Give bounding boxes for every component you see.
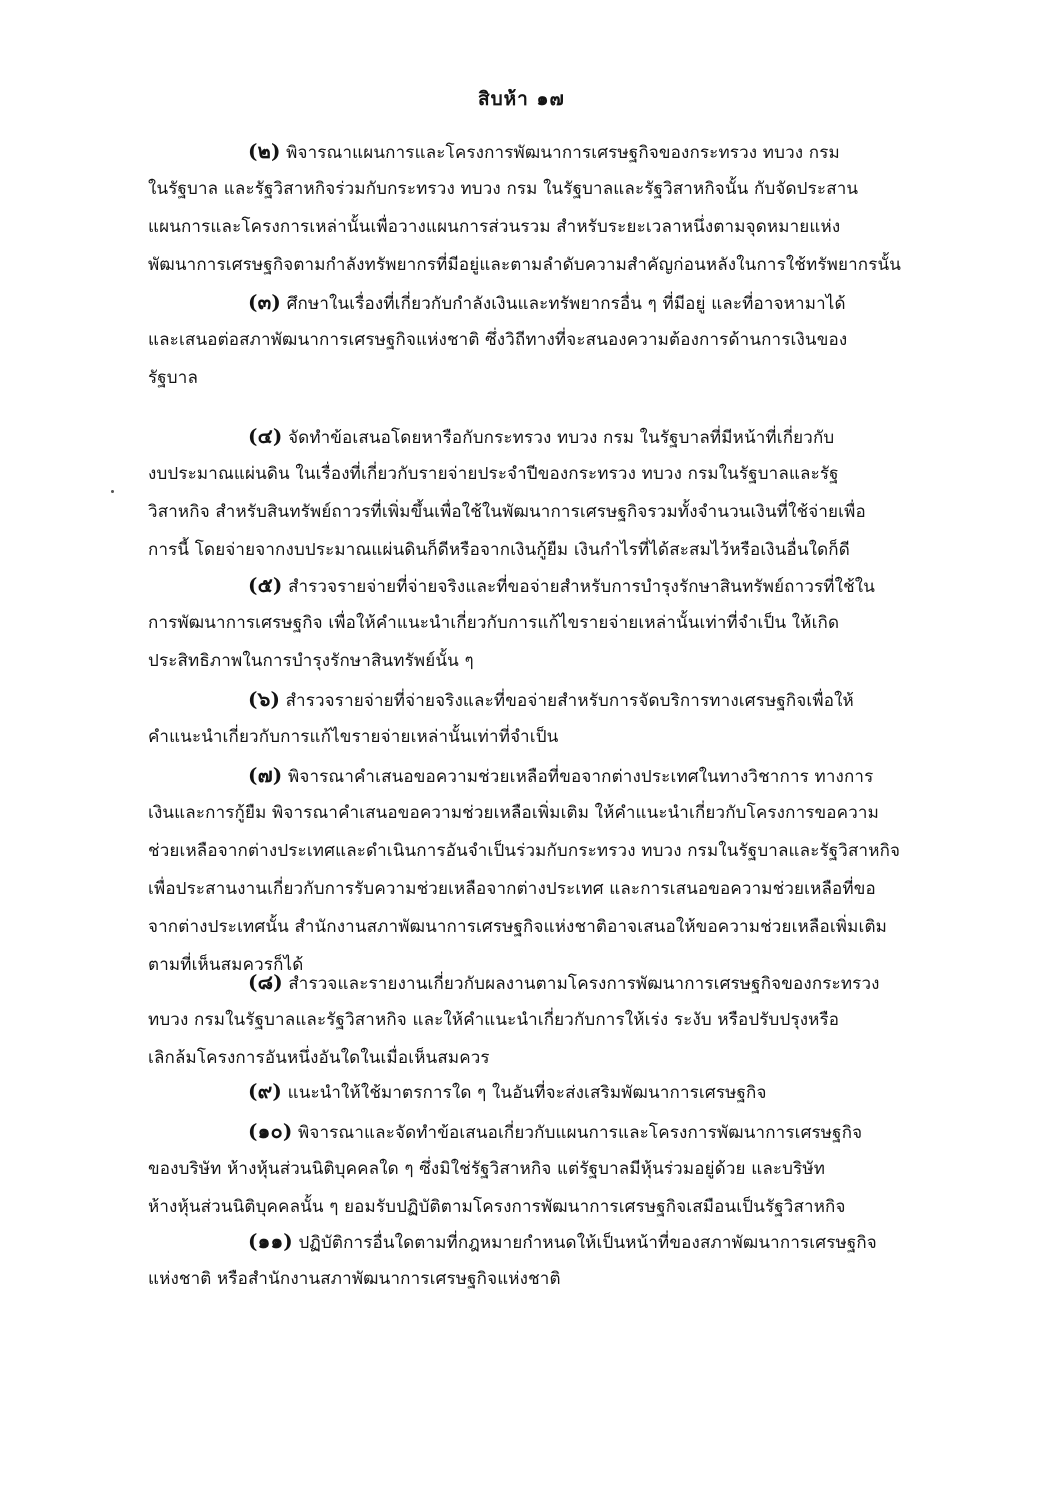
- paragraph-2: [148, 132, 918, 284]
- paragraph-11: [148, 1222, 918, 1298]
- line-text: แนะนำให้ใช้มาตรการใด ๆ ในอันที่จะส่งเสริมพัฒนาการเศรษฐกิจ: [282, 1083, 767, 1103]
- item-number: (๘): [248, 970, 283, 994]
- scan-speck: [111, 490, 114, 493]
- paragraph-9: [148, 1072, 918, 1110]
- line-text: ปฏิบัติการอื่นใดตามที่กฎหมายกำหนดให้เป็นหน้าที่ของสภาพัฒนาการเศรษฐกิจ: [292, 1233, 877, 1253]
- item-number: (๕): [248, 573, 283, 597]
- page-number-header: สิบห้า ๑๗: [478, 88, 565, 110]
- line-text: พิจารณาคำเสนอขอความช่วยเหลือที่ขอจากต่างประเทศในทางวิชาการ ทางการ: [282, 767, 874, 787]
- paragraph-4: [148, 417, 918, 569]
- paragraph-line: [148, 566, 918, 604]
- paragraph-line: [148, 756, 918, 794]
- line-text: พิจารณาแผนการและโครงการพัฒนาการเศรษฐกิจของกระทรวง ทบวง กรม: [280, 143, 840, 163]
- paragraph-line: [148, 1072, 918, 1110]
- paragraph-5: [148, 566, 918, 680]
- item-number: (๔): [248, 424, 283, 448]
- line-text: สำรวจรายจ่ายที่จ่ายจริงและที่ขอจ่ายสำหรับการบำรุงรักษาสินทรัพย์ถาวรที่ใช้ใน: [282, 577, 876, 597]
- paragraph-6: [148, 680, 918, 756]
- item-number: (๒): [248, 139, 281, 163]
- paragraph-line: ตามที่เห็นสมควรก็ได้: [148, 955, 304, 975]
- paragraph-line: พัฒนาการเศรษฐกิจตามกำลังทรัพยากรที่มีอยู่และตามลำดับความสำคัญก่อนหลังในการใช้ทรัพยากรนั้น: [148, 255, 902, 275]
- paragraph-line: เลิกล้มโครงการอันหนึ่งอันใดในเมื่อเห็นสมควร: [148, 1048, 490, 1068]
- paragraph-line: จากต่างประเทศนั้น สำนักงานสภาพัฒนาการเศรษฐกิจแห่งชาติอาจเสนอให้ขอความช่วยเหลือเพิ่มเติม: [148, 917, 887, 937]
- paragraph-line: [148, 963, 918, 1001]
- item-number: (๑๐): [248, 1119, 293, 1143]
- paragraph-line: เงินและการกู้ยืม พิจารณาคำเสนอขอความช่วยเหลือเพิ่มเติม ให้คำแนะนำเกี่ยวกับโครงการขอความ: [148, 803, 879, 823]
- paragraph-line: [148, 680, 918, 718]
- paragraph-3: [148, 283, 918, 397]
- paragraph-10: [148, 1112, 918, 1226]
- paragraph-line: [148, 1222, 918, 1260]
- line-text: สำรวจรายจ่ายที่จ่ายจริงและที่ขอจ่ายสำหรับการจัดบริการทางเศรษฐกิจเพื่อให้: [280, 691, 854, 711]
- paragraph-line: และเสนอต่อสภาพัฒนาการเศรษฐกิจแห่งชาติ ซึ่งวิถีทางที่จะสนองความต้องการด้านการเงินของ: [148, 330, 848, 350]
- paragraph-line: แห่งชาติ หรือสำนักงานสภาพัฒนาการเศรษฐกิจแห่งชาติ: [148, 1269, 561, 1289]
- item-number: (๑๑): [248, 1229, 293, 1253]
- line-text: สำรวจและรายงานเกี่ยวกับผลงานตามโครงการพัฒนาการเศรษฐกิจของกระทรวง: [282, 974, 880, 994]
- paragraph-line: [148, 417, 918, 455]
- line-text: พิจารณาและจัดทำข้อเสนอเกี่ยวกับแผนการและโครงการพัฒนาการเศรษฐกิจ: [292, 1123, 863, 1143]
- paragraph-8: [148, 963, 918, 1077]
- paragraph-line: ในรัฐบาล และรัฐวิสาหกิจร่วมกับกระทรวง ทบวง กรม ในรัฐบาลและรัฐวิสาหกิจนั้น กับจัดประสาน: [148, 179, 859, 199]
- paragraph-line: [148, 283, 918, 321]
- paragraph-line: วิสาหกิจ สำหรับสินทรัพย์ถาวรที่เพิ่มขึ้นเพื่อใช้ในพัฒนาการเศรษฐกิจรวมทั้งจำนวนเงินที่ใช้จ่ายเพื่อ: [148, 502, 866, 522]
- paragraph-line: ห้างหุ้นส่วนนิติบุคคลนั้น ๆ ยอมรับปฏิบัติตามโครงการพัฒนาการเศรษฐกิจเสมือนเป็นรัฐวิสาหกิจ: [148, 1197, 846, 1217]
- paragraph-line: รัฐบาล: [148, 368, 199, 388]
- paragraph-line: [148, 132, 918, 170]
- line-text: จัดทำข้อเสนอโดยหารือกับกระทรวง ทบวง กรม ในรัฐบาลที่มีหน้าที่เกี่ยวกับ: [282, 428, 835, 448]
- item-number: (๓): [248, 290, 282, 314]
- paragraph-line: [148, 1112, 918, 1150]
- paragraph-line: คำแนะนำเกี่ยวกับการแก้ไขรายจ่ายเหล่านั้นเท่าที่จำเป็น: [148, 727, 559, 747]
- line-text: ศึกษาในเรื่องที่เกี่ยวกับกำลังเงินและทรัพยากรอื่น ๆ ที่มีอยู่ และที่อาจหามาได้: [281, 294, 846, 314]
- item-number: (๙): [248, 1079, 283, 1103]
- paragraph-line: ของบริษัท ห้างหุ้นส่วนนิติบุคคลใด ๆ ซึ่งมิใช่รัฐวิสาหกิจ แต่รัฐบาลมีหุ้นร่วมอยู่ด้วย และบริษัท: [148, 1159, 826, 1179]
- paragraph-line: ช่วยเหลือจากต่างประเทศและดำเนินการอันจำเป็นร่วมกับกระทรวง ทบวง กรมในรัฐบาลและรัฐวิสาหกิจ: [148, 841, 901, 861]
- item-number: (๖): [248, 687, 281, 711]
- paragraph-line: การพัฒนาการเศรษฐกิจ เพื่อให้คำแนะนำเกี่ยวกับการแก้ไขรายจ่ายเหล่านั้นเท่าที่จำเป็น ให้เกิด: [148, 613, 840, 633]
- paragraph-line: งบประมาณแผ่นดิน ในเรื่องที่เกี่ยวกับรายจ่ายประจำปีของกระทรวง ทบวง กรมในรัฐบาลและรัฐ: [148, 464, 839, 484]
- paragraph-7: [148, 756, 918, 984]
- paragraph-line: ทบวง กรมในรัฐบาลและรัฐวิสาหกิจ และให้คำแนะนำเกี่ยวกับการให้เร่ง ระงับ หรือปรับปรุงหรือ: [148, 1010, 840, 1030]
- paragraph-line: ประสิทธิภาพในการบำรุงรักษาสินทรัพย์นั้น ๆ: [148, 651, 474, 671]
- item-number: (๗): [248, 763, 283, 787]
- paragraph-line: แผนการและโครงการเหล่านั้นเพื่อวางแผนการส่วนรวม สำหรับระยะเวลาหนึ่งตามจุดหมายแห่ง: [148, 217, 841, 237]
- paragraph-line: เพื่อประสานงานเกี่ยวกับการรับความช่วยเหลือจากต่างประเทศ และการเสนอขอความช่วยเหลือที่ขอ: [148, 879, 876, 899]
- paragraph-line: การนี้ โดยจ่ายจากงบประมาณแผ่นดินก็ดีหรือจากเงินกู้ยืม เงินกำไรที่ได้สะสมไว้หรือเงินอื่นใดก็ดี: [148, 540, 850, 560]
